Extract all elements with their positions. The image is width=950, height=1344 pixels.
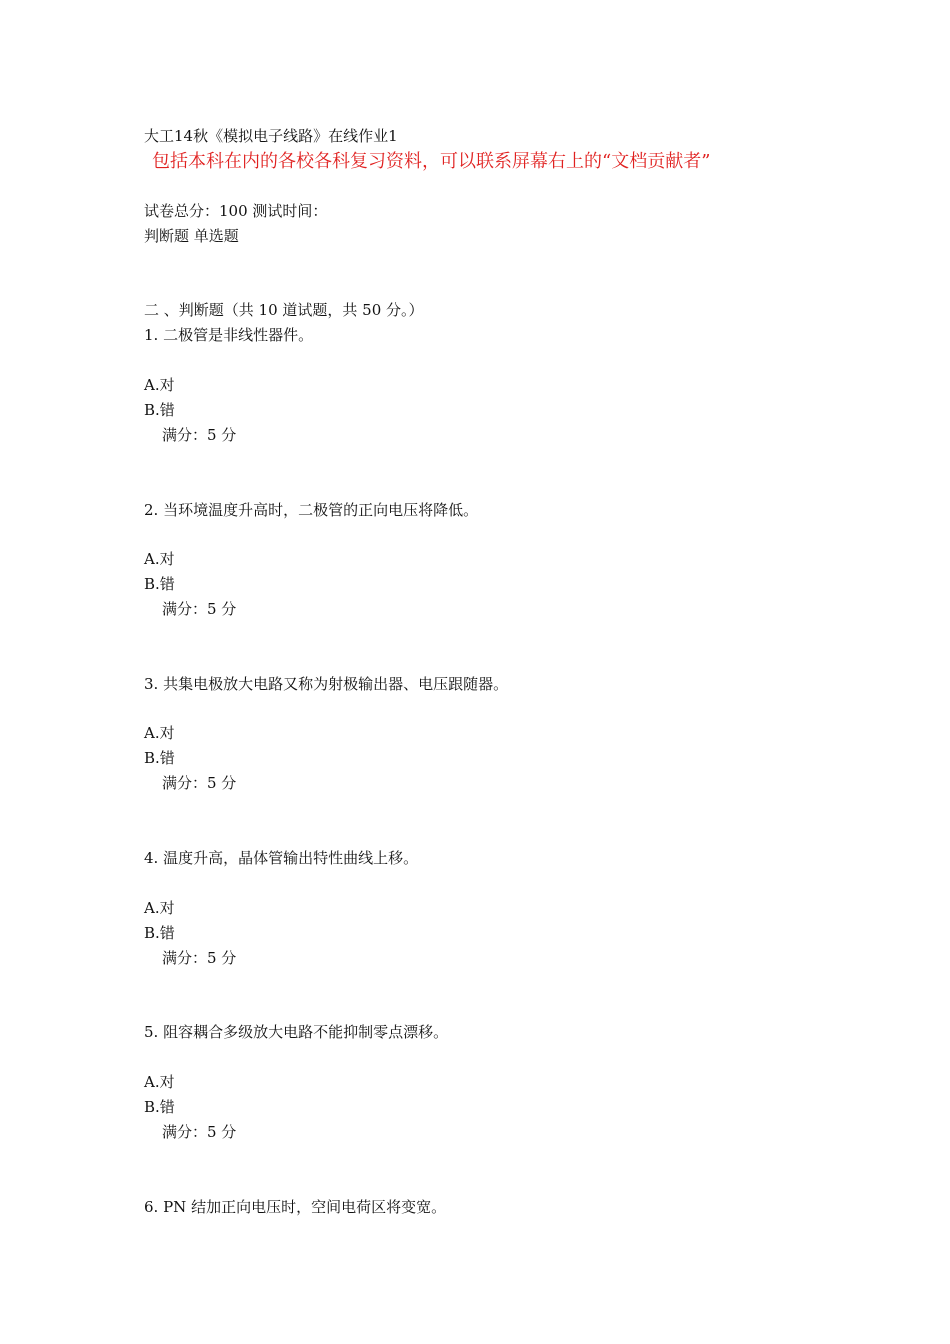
- question-stem: 5. 阻容耦合多级放大电路不能抑制零点漂移。: [144, 1023, 449, 1041]
- option-b: B.错: [144, 1098, 175, 1116]
- option-a: A.对: [144, 899, 175, 917]
- question-score: 满分：5 分: [162, 1123, 237, 1141]
- question-stem: 1. 二极管是非线性器件。: [144, 326, 314, 344]
- question-stem: 4. 温度升高，晶体管输出特性曲线上移。: [144, 849, 419, 867]
- option-b: B.错: [144, 401, 175, 419]
- paper-meta: 试卷总分：100 测试时间：: [144, 202, 328, 220]
- question-stem: 3. 共集电极放大电路又称为射极输出器、电压跟随器。: [144, 675, 509, 693]
- question-score: 满分：5 分: [162, 949, 237, 967]
- question-score: 满分：5 分: [162, 774, 237, 792]
- document-title: 大工14秋《模拟电子线路》在线作业1: [144, 127, 398, 145]
- question-score: 满分：5 分: [162, 600, 237, 618]
- promo-notice: 包括本科在内的各校各科复习资料，可以联系屏幕右上的“文档贡献者”: [152, 151, 711, 172]
- option-a: A.对: [144, 724, 175, 742]
- option-a: A.对: [144, 550, 175, 568]
- option-b: B.错: [144, 924, 175, 942]
- question-score: 满分：5 分: [162, 426, 237, 444]
- section-heading: 二 、判断题（共 10 道试题，共 50 分。）: [144, 301, 424, 319]
- option-a: A.对: [144, 1073, 175, 1091]
- option-b: B.错: [144, 749, 175, 767]
- option-b: B.错: [144, 575, 175, 593]
- question-stem: 6. PN 结加正向电压时，空间电荷区将变宽。: [144, 1198, 447, 1216]
- option-a: A.对: [144, 376, 175, 394]
- question-types: 判断题 单选题: [144, 227, 239, 245]
- question-stem: 2. 当环境温度升高时，二极管的正向电压将降低。: [144, 501, 479, 519]
